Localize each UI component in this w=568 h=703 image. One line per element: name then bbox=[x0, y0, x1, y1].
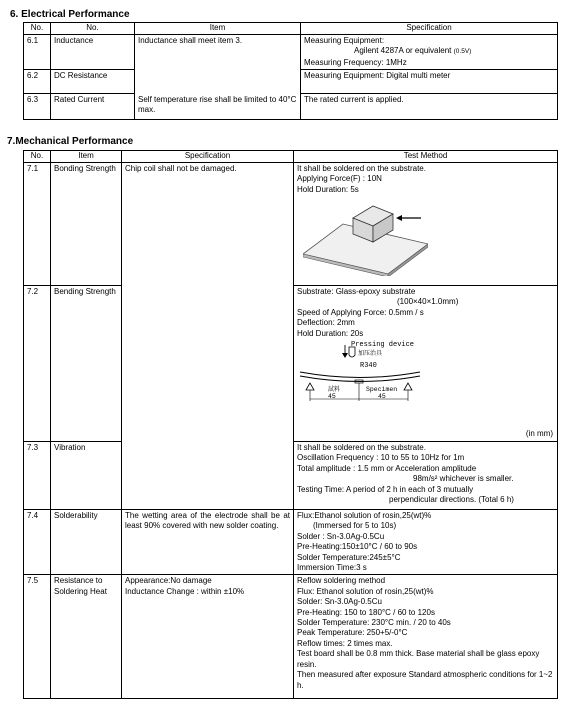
test-line: Test board shall be 0.8 mm thick. Base material shall be glass epoxy resin. bbox=[297, 649, 540, 669]
test-line: Flux:Ethanol solution of rosin,25(wt)% bbox=[297, 511, 432, 520]
row-spec bbox=[301, 35, 558, 70]
test-line: Substrate: Glass-epoxy substrate bbox=[297, 287, 416, 296]
test-line: Oscillation Frequency : 10 to 55 to 10Hz for 1m bbox=[297, 453, 465, 463]
col-header-no-2: No. bbox=[51, 23, 135, 35]
test-line: Immersion Time:3 s bbox=[297, 563, 367, 573]
col-header-specification: Specification bbox=[301, 23, 558, 35]
row-item: Vibration bbox=[51, 442, 122, 510]
row-item: Bending Strength bbox=[51, 286, 122, 442]
row-spec bbox=[122, 575, 294, 699]
mechanical-performance-table bbox=[23, 150, 558, 699]
test-line: Deflection: 2mm bbox=[297, 318, 355, 328]
test-line: Solder : Sn-3.0Ag-0.5Cu bbox=[297, 531, 385, 541]
test-line: Pre-Heating: 150 to 180°C / 60 to 120s bbox=[297, 607, 435, 617]
test-line: Solder Temperature:245±5°C bbox=[297, 552, 401, 562]
fig-dim-left: 45 bbox=[328, 393, 336, 401]
fig-radius-label: R340 bbox=[360, 362, 377, 371]
row-spec-item: Self temperature rise shall be limited to 40°C max. bbox=[135, 94, 301, 120]
test-line: Speed of Applying Force: 0.5mm / s bbox=[297, 307, 424, 317]
test-line: Peak Temperature: 250+5/-0°C bbox=[297, 628, 408, 638]
test-line: It shall be soldered on the substrate. bbox=[297, 164, 426, 173]
col-header-item: Item bbox=[51, 151, 122, 163]
test-line: Hold Duration: 20s bbox=[297, 328, 364, 338]
test-line: Solder: Sn-3.0Ag-0.5Cu bbox=[297, 597, 382, 607]
col-header-test-method: Test Method bbox=[294, 151, 558, 163]
test-line: Applying Force(F) : 10N bbox=[297, 174, 382, 184]
row-item: Inductance bbox=[51, 35, 135, 70]
row-item: Bonding Strength bbox=[51, 163, 122, 286]
col-header-no: No. bbox=[24, 151, 51, 163]
row-no: 6.3 bbox=[24, 94, 51, 120]
spec-line: Inductance Change : within ±10% bbox=[125, 586, 245, 596]
spec-line: Measuring Frequency: 1MHz bbox=[304, 57, 407, 67]
unit-note: (in mm) bbox=[525, 428, 553, 438]
col-header-no: No. bbox=[24, 23, 51, 35]
row-item: Rated Current bbox=[51, 94, 135, 120]
row-no: 7.1 bbox=[24, 163, 51, 286]
row-no: 6.2 bbox=[24, 70, 51, 94]
test-line: Total amplitude : 1.5 mm or Acceleration amplitude bbox=[297, 463, 477, 473]
spec-small: (0.5V) bbox=[453, 48, 472, 56]
row-no: 7.2 bbox=[24, 286, 51, 442]
row-test-method bbox=[294, 510, 558, 575]
row-test-method bbox=[294, 575, 558, 699]
row-no: 7.4 bbox=[24, 510, 51, 575]
row-no: 6.1 bbox=[24, 35, 51, 70]
fig-specimen-label: Specimen bbox=[366, 386, 398, 394]
row-no: 7.5 bbox=[24, 575, 51, 699]
spec-line: Measuring Equipment: bbox=[304, 36, 385, 45]
row-spec: Measuring Equipment: Digital multi meter bbox=[301, 70, 558, 94]
spec-text: Agilent 4287A or equivalent bbox=[354, 46, 452, 56]
col-header-specification: Specification bbox=[122, 151, 294, 163]
electrical-performance-table bbox=[23, 22, 558, 120]
bonding-strength-diagram bbox=[303, 196, 428, 276]
fig-specimen-cn: 試料 bbox=[328, 386, 341, 394]
row-item: Solderability bbox=[51, 510, 122, 575]
row-spec: The rated current is applied. bbox=[301, 94, 558, 120]
test-line: Reflow soldering method bbox=[297, 576, 386, 586]
spec-line: Appearance:No damage bbox=[125, 576, 212, 586]
section-7-heading: 7.Mechanical Performance bbox=[7, 136, 134, 147]
bending-strength-diagram bbox=[298, 339, 458, 415]
fig-pressing-label: Pressing device bbox=[351, 341, 415, 350]
row-no: 7.3 bbox=[24, 442, 51, 510]
row-spec: The wetting area of the electrode shall be at least 90% covered with new solder coating. bbox=[122, 510, 294, 575]
test-line: Pre-Heating:150±10°C / 60 to 90s bbox=[297, 542, 418, 552]
test-line: perpendicular directions. (Total 6 h) bbox=[389, 495, 514, 505]
test-line: Flux: Ethanol solution of rosin,25(wt)% bbox=[297, 586, 434, 596]
test-line: (100×40×1.0mm) bbox=[397, 297, 459, 307]
test-line: Then measured after exposure Standard atmospheric conditions for 1~2 h. bbox=[297, 670, 553, 690]
test-line: Reflow times: 2 times max. bbox=[297, 638, 393, 648]
row-test-method bbox=[294, 442, 558, 510]
row-spec-item: Inductance shall meet item 3. bbox=[135, 35, 301, 94]
fig-dim-right: 45 bbox=[378, 393, 386, 401]
row-test-method bbox=[294, 163, 558, 286]
fig-jig-label: 加压治具 bbox=[358, 350, 383, 358]
col-header-item: Item bbox=[135, 23, 301, 35]
test-line: (Immersed for 5 to 10s) bbox=[313, 521, 397, 531]
row-spec: Chip coil shall not be damaged. bbox=[122, 163, 294, 510]
test-line: It shall be soldered on the substrate. bbox=[297, 443, 426, 452]
test-line: Solder Temperature: 230°C min. / 20 to 40s bbox=[297, 618, 451, 628]
spec-line bbox=[304, 46, 554, 57]
test-line: 98m/s² whichever is smaller. bbox=[413, 474, 514, 484]
test-line: Hold Duration: 5s bbox=[297, 184, 359, 194]
test-line: Testing Time: A period of 2 h in each of 3 mutually bbox=[297, 484, 474, 494]
row-item: Resistance to Soldering Heat bbox=[51, 575, 122, 699]
section-6-heading: 6. Electrical Performance bbox=[10, 9, 130, 20]
row-item: DC Resistance bbox=[51, 70, 135, 94]
row-test-method bbox=[294, 286, 558, 442]
